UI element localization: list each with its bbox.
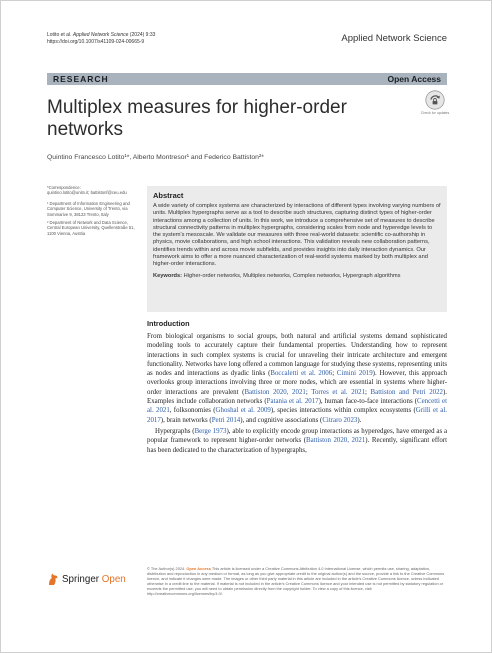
- affiliation-1: ¹ Department of Information Engineering and Computer Science, University of Trento, via Sommarive 9, 38123 Trento, Italy: [47, 200, 130, 217]
- correspondence-note: [47, 185, 139, 196]
- intro-text: ), and cognitive associations (: [240, 416, 323, 424]
- running-header: [47, 32, 447, 52]
- citation-link[interactable]: Cimini 2019: [336, 370, 373, 378]
- intro-paragraph-1: [147, 332, 447, 425]
- citation-link[interactable]: Torres et al. 2021: [311, 388, 366, 396]
- affiliation-2: ² Department of Network and Data Science, Central European University, Quellenstraße 51, 1100 Vienna, Austria: [47, 220, 135, 236]
- abstract-text: A wide variety of complex systems are characterized by interactions of different types involving varying numbers of units. Multiplex hypergraphs serve as a tool to describe such structures, capturing distinct types of higher-order interactions among a collection of units. In this work, we introduce a comprehensive set of measures to describe structural connectivity patterns in multiplex hypergraphs, considering scales from node and hyperedge levels to the system's mesoscale. We validate our measures with three real-world datasets: scientific co-authorship in physics, movie collaborations, and high school interactions. This validation reveals new collaboration patterns, identifies trends within and across movie subfields, and provides insights into daily interaction dynamics. Our framework aims to offer a more nuanced characterization of real-world systems marked by both multiplex and higher-order interactions.: [153, 203, 441, 268]
- abstract-heading: Abstract: [153, 191, 184, 200]
- intro-text: ;: [332, 370, 337, 378]
- citation-link[interactable]: Boccaletti et al. 2006: [270, 370, 333, 378]
- running-head-authors: Lotito et al.: [47, 32, 72, 38]
- check-for-updates-icon[interactable]: [425, 90, 445, 110]
- intro-text: ), able to explicitly encode group interactions as hyperedges, have emerged as a popular framework to represent higher-order networks (: [147, 427, 448, 445]
- correspondence-label: *Correspondence:: [47, 185, 81, 190]
- article-type-bar: [47, 73, 447, 85]
- license-notice: [147, 566, 447, 597]
- citation-link[interactable]: Citraro 2023: [322, 416, 358, 424]
- doi-link[interactable]: https://doi.org/10.1007/s41109-024-00665-9: [47, 38, 145, 45]
- citation-link[interactable]: Ghoshal et al. 2009: [215, 407, 271, 415]
- citation-link[interactable]: Battiston 2020, 2021: [306, 437, 366, 445]
- intro-text: ). Examples include collaboration networks (: [147, 388, 448, 406]
- intro-text: ), human face-to-face interactions (: [318, 398, 417, 406]
- keywords-list: Higher-order networks, Multiplex networks, Complex networks, Hypergraph algorithms: [183, 272, 401, 279]
- intro-text: ).: [357, 416, 362, 424]
- intro-text: , folksonomies (: [169, 407, 216, 415]
- correspondence-emails[interactable]: quintino.lotito@unitn.it; battistonf@ceu.edu: [47, 190, 127, 196]
- intro-text: Hypergraphs (: [155, 427, 195, 435]
- running-head-year-vol: (2024) 9:33: [129, 32, 156, 38]
- intro-text: ), species interactions within complex ecosystems (: [270, 407, 416, 415]
- intro-text: ;: [365, 388, 371, 396]
- open-access-label: Open Access: [387, 74, 441, 84]
- springer-horse-icon: [47, 572, 59, 586]
- running-head-citation: [47, 32, 155, 45]
- intro-text: ). However, this approach overlooks group interactions involving three or more nodes, which are essential in systems where higher-order interactions are prevalent (: [147, 370, 448, 396]
- check-for-updates-label[interactable]: Check for updates: [420, 111, 450, 115]
- citation-link[interactable]: Petri 2014: [211, 416, 241, 424]
- license-text: This article is licensed under a Creative Commons Attribution 4.0 International License, which permits use, sharing, adaptation, distribution and reproduction in any medium or format, as long as you give appropriate credit to the original author(s) and the source, provide a link to the Creative Commons licence, and indicate if changes were made. The images or other third party material in this article are included in the article's Creative Commons licence, unless indicated otherwise in a credit line to the material. If material is not included in the article's Creative Commons licence and your intended use is not permitted by statutory regulation or exceeds the permitted use, you will need to obtain permission directly from the copyright holder. To view a copy of this licence, visit http://creativecommons.org/licenses/by/4.0/.: [147, 566, 445, 597]
- intro-paragraph-2: [147, 427, 447, 455]
- intro-text: ;: [305, 388, 312, 396]
- side-notes: [47, 185, 139, 239]
- article-title: Multiplex measures for higher-order networks: [47, 97, 347, 140]
- citation-link[interactable]: Cencetti et al. 2021: [147, 398, 448, 415]
- introduction-heading: Introduction: [147, 319, 190, 328]
- license-open-access: Open Access: [186, 566, 211, 571]
- citation-link[interactable]: Battiston 2020, 2021: [244, 388, 306, 396]
- citation-link[interactable]: Grilli et al. 2017: [147, 407, 447, 424]
- springer-open-logo: [47, 572, 139, 586]
- keywords: [153, 273, 441, 280]
- keywords-label: Keywords:: [153, 272, 183, 279]
- citation-link[interactable]: Berge 1973: [194, 427, 227, 435]
- introduction-section: [147, 319, 447, 455]
- open-word: Open: [101, 574, 126, 585]
- springer-word: Springer: [62, 574, 100, 585]
- author-list: Quintino Francesco Lotito¹*, Alberto Montresor¹ and Federico Battiston²*: [47, 154, 264, 161]
- article-type-label: RESEARCH: [53, 74, 109, 84]
- intro-text: ). Recently, significant effort has been dedicated to the characterization of hypergraphs,: [147, 437, 447, 454]
- abstract-box: [147, 186, 447, 312]
- citation-link[interactable]: Patania et al. 2017: [266, 398, 319, 406]
- running-head-journal: Applied Network Science: [72, 32, 129, 38]
- citation-link[interactable]: Battiston and Petri 2022: [370, 388, 443, 396]
- journal-name: Applied Network Science: [341, 33, 447, 44]
- intro-text: From biological organisms to social groups, both natural and artificial systems demand sophisticated modeling tools to accurately capture their fundamental properties. Understanding how to represent interactions in such complex systems is crucial for unraveling their intricate architecture and emergent functionality. Networks have long offered a common language for studying these systems, representing units as nodes and interactions as dyadic links (: [147, 333, 447, 378]
- license-prefix: © The Author(s) 2024.: [147, 566, 186, 571]
- springer-open-wordmark: [62, 574, 126, 585]
- intro-text: ), brain networks (: [160, 416, 212, 424]
